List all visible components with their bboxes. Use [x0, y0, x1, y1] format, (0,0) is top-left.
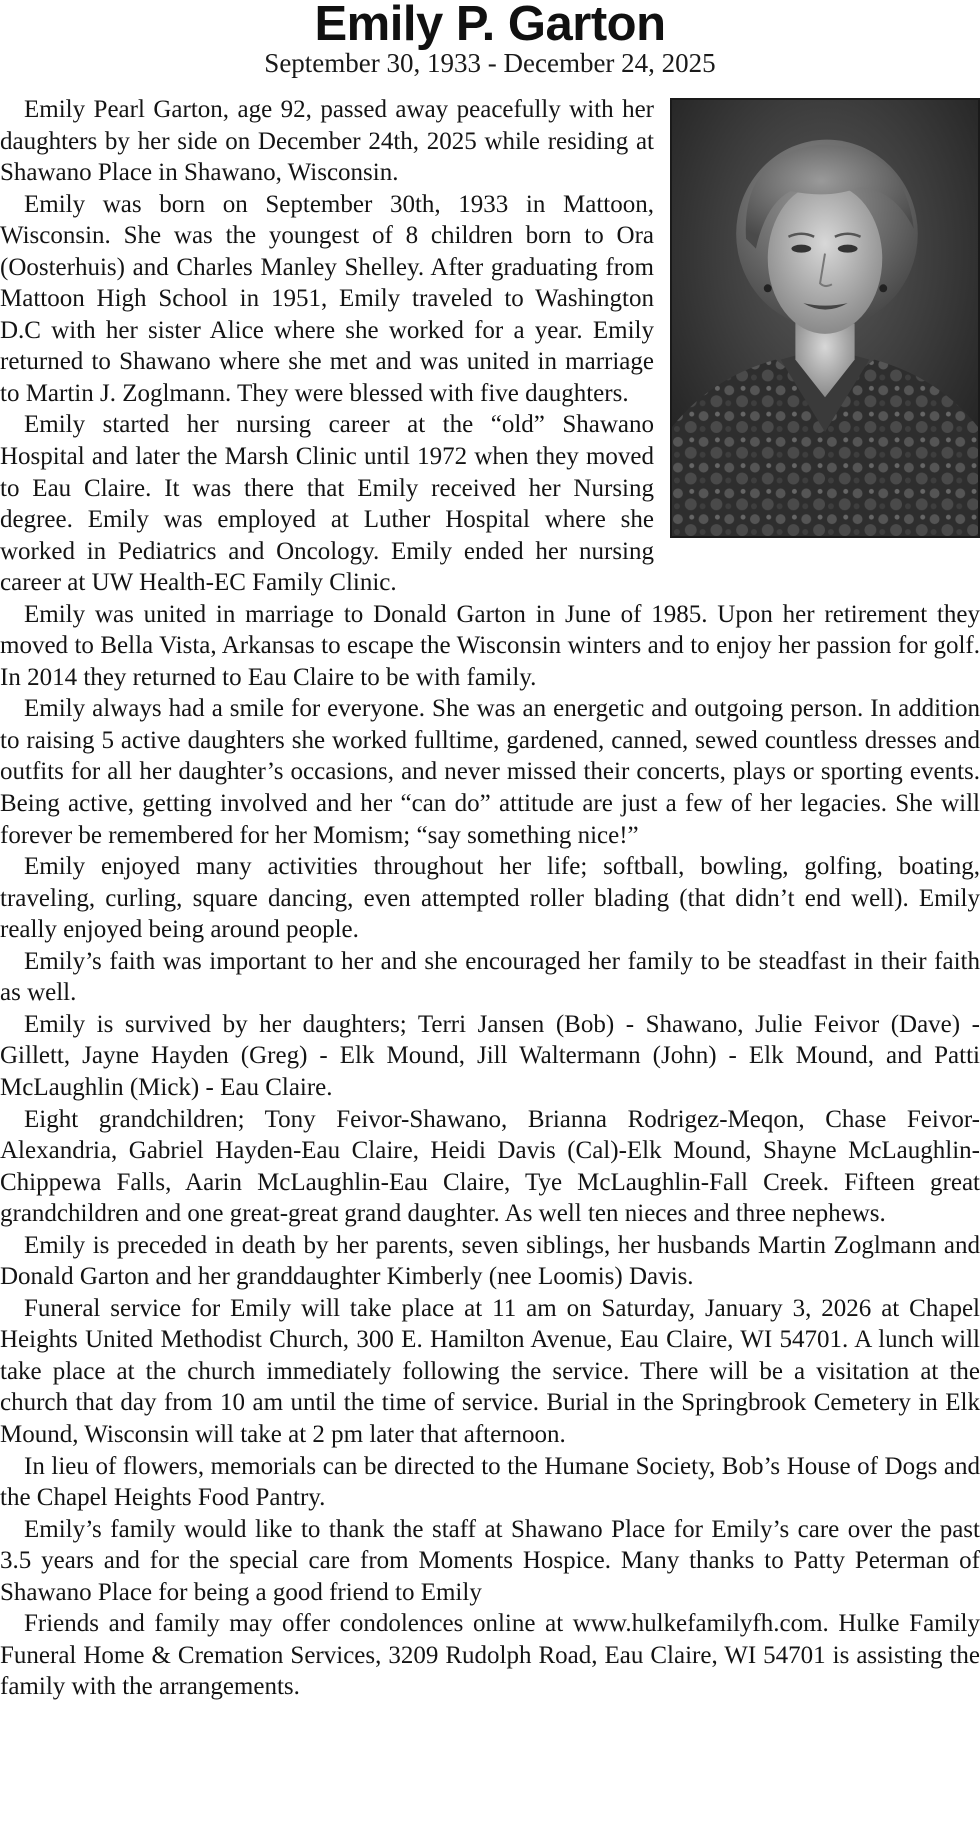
- obituary-header: [0, 0, 980, 78]
- paragraph-grandchildren: Eight grandchildren; Tony Feivor-Shawano, Brianna Rodrigez-Meqon, Chase Feivor-Alexandria, Gabriel Hayden-Eau Claire, Heidi Davis (Cal)-Elk Mound, Shayne McLaughlin-Chippewa Falls, Aarin McLaughlin-Eau Claire, Tye McLaughlin-Fall Creek. Fifteen great grandchildren and one great-great grand daughter. As well ten nieces and three nephews.: [0, 1105, 980, 1228]
- paragraph-activities: Emily enjoyed many activities throughout her life; softball, bowling, golfing, boating, traveling, curling, square dancing, even attempted roller blading (that didn’t end well). Emily really enjoyed being around people.: [0, 853, 980, 944]
- portrait-photo: [670, 98, 980, 538]
- portrait-icon: [672, 100, 978, 536]
- obituary-body: [0, 94, 980, 1703]
- paragraph-memorials: In lieu of flowers, memorials can be directed to the Humane Society, Bob’s House of Dogs and the Chapel Heights Food Pantry.: [0, 1452, 980, 1512]
- paragraph-early-life: Emily was born on September 30th, 1933 in Mattoon, Wisconsin. She was the youngest of 8 children born to Ora (Oosterhuis) and Charles Manley Shelley. After graduating from Mattoon High School in 1951, Emily traveled to Washington D.C with her sister Alice where she worked for a year. Emily returned to Shawano where she met and was united in marriage to Martin J. Zoglmann. They were blessed with five daughters.: [0, 190, 654, 407]
- paragraph-preceded: Emily is preceded in death by her parents, seven siblings, her husbands Martin Zoglmann and Donald Garton and her granddaughter Kimberly (nee Loomis) Davis.: [0, 1231, 980, 1291]
- paragraph-personality: Emily always had a smile for everyone. She was an energetic and outgoing person. In addition to raising 5 active daughters she worked fulltime, gardened, canned, sewed countless dresses and outfits for all her daughter’s occasions, and never missed their concerts, plays or sporting events. Being active, getting involved and her “can do” attitude are just a few of her legacies. She will forever be remembered for her Momism; “say something nice!”: [0, 695, 980, 849]
- paragraph-marriage: Emily was united in marriage to Donald Garton in June of 1985. Upon her retirement they moved to Bella Vista, Arkansas to escape the Wisconsin winters and to enjoy her passion for golf. In 2014 they returned to Eau Claire to be with family.: [0, 600, 980, 691]
- paragraph-career: Emily started her nursing career at the “old” Shawano Hospital and later the Marsh Clinic until 1972 when they moved to Eau Claire. It was there that Emily received her Nursing degree. Emily was employed at Luther Hospital where she worked in Pediatrics and Oncology. Emily ended her nursing career at UW Health-EC Family Clinic.: [0, 411, 654, 597]
- paragraph-funeral: Funeral service for Emily will take place at 11 am on Saturday, January 3, 2026 at Chapel Heights United Methodist Church, 300 E. Hamilton Avenue, Eau Claire, WI 54701. A lunch will take place at the church immediately following the service. There will be a visitation at the church that day from 10 am until the time of service. Burial in the Springbrook Cemetery in Elk Mound, Wisconsin will take at 2 pm later that afternoon.: [0, 1294, 980, 1448]
- paragraph-condolences: Friends and family may offer condolences online at www.hulkefamilyfh.com. Hulke Family Funeral Home & Cremation Services, 3209 Rudolph Road, Eau Claire, WI 54701 is assisting the family with the arrangements.: [0, 1610, 980, 1701]
- paragraph-intro: Emily Pearl Garton, age 92, passed away peacefully with her daughters by her side on December 24th, 2025 while residing at Shawano Place in Shawano, Wisconsin.: [0, 96, 654, 187]
- deceased-name: Emily P. Garton: [314, 0, 666, 51]
- paragraph-survivors: Emily is survived by her daughters; Terri Jansen (Bob) - Shawano, Julie Feivor (Dave) - Gillett, Jayne Hayden (Greg) - Elk Mound, Jill Waltermann (John) - Elk Mound, and Patti McLaughlin (Mick) - Eau Claire.: [0, 1010, 980, 1101]
- paragraph-faith: Emily’s faith was important to her and she encouraged her family to be steadfast in their faith as well.: [0, 947, 980, 1007]
- paragraph-thanks: Emily’s family would like to thank the staff at Shawano Place for Emily’s care over the past 3.5 years and for the special care from Moments Hospice. Many thanks to Patty Peterman of Shawano Place for being a good friend to Emily: [0, 1515, 980, 1606]
- life-dates: September 30, 1933 - December 24, 2025: [264, 48, 716, 78]
